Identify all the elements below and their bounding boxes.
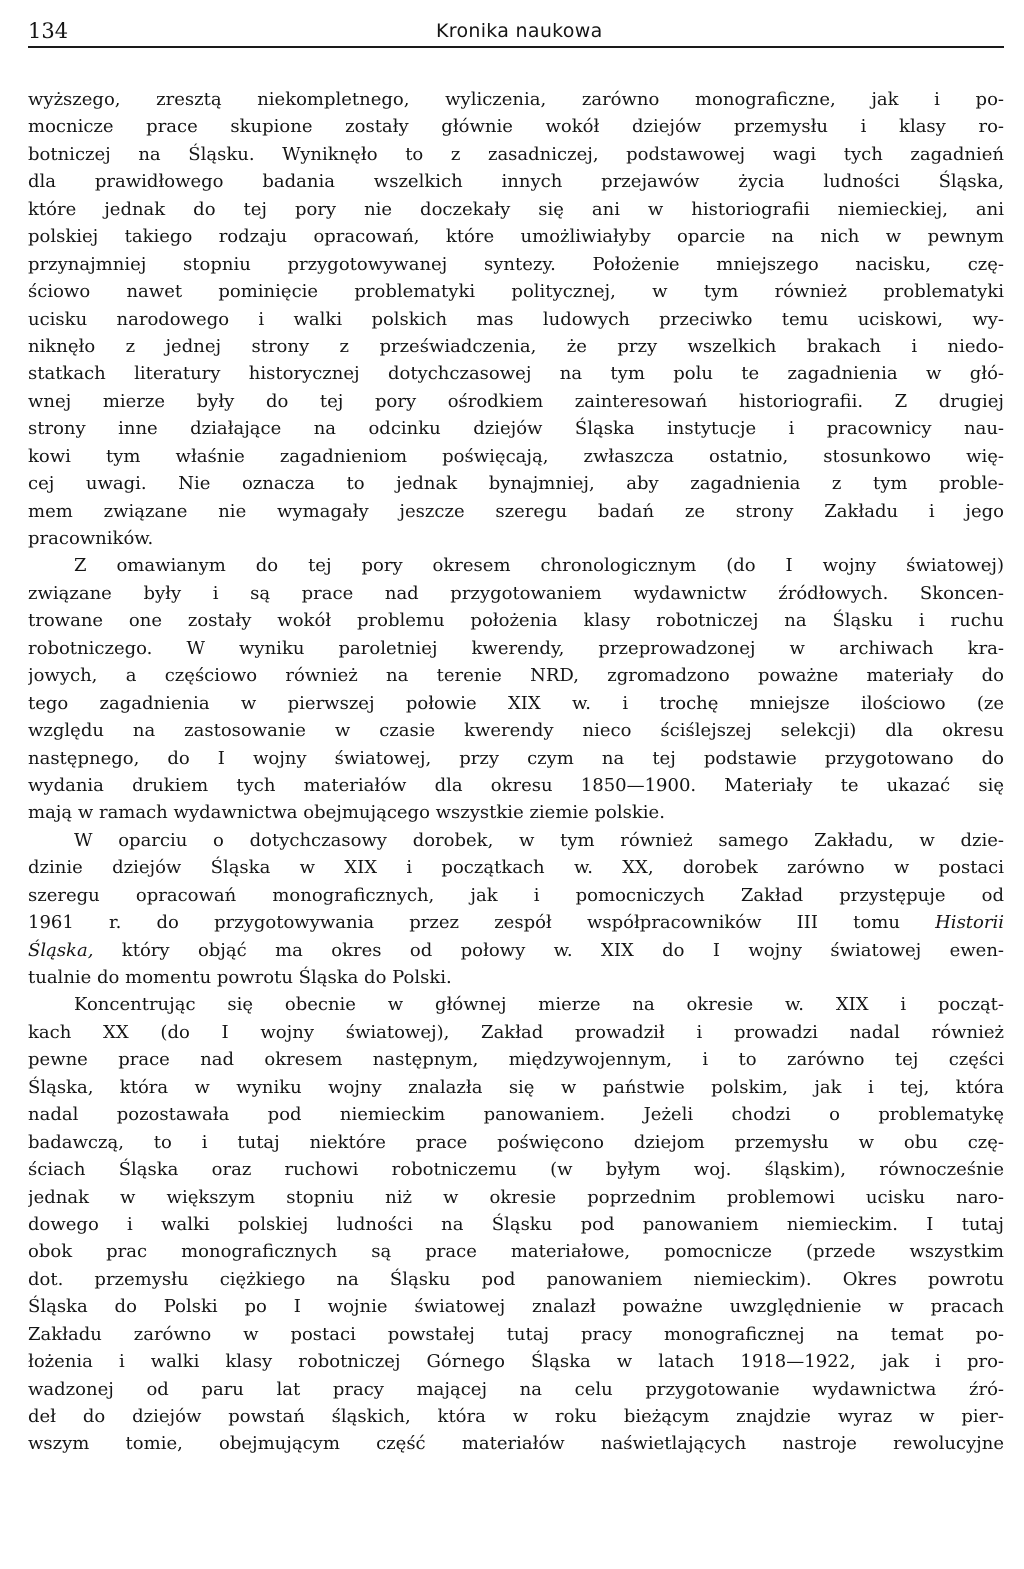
text-line: [28, 1293, 1004, 1320]
line-text: następnego, do I wojny światowej, przy czym na tej podstawie przygotowano do: [28, 747, 1004, 769]
line-text: deł do dziejów powstań śląskich, która w roku bieżącym znajdzie wyraz w pier-: [28, 1406, 1004, 1427]
line-text: mocnicze prace skupione zostały głównie wokół dziejów przemysłu i klasy ro-: [28, 116, 1004, 138]
line-text: przynajmniej stopniu przygotowywanej syntezy. Położenie mniejszego nacisku, czę-: [28, 253, 1004, 275]
line-text: dot. przemysłu ciężkiego na Śląsku pod panowaniem niemieckim). Okres powrotu: [28, 1268, 1004, 1290]
text-line: [28, 525, 1004, 552]
line-text: obok prac monograficznych są prace materiałowe, pomocnicze (przede wszystkim: [28, 1241, 1004, 1263]
line-text: tego zagadnienia w pierwszej połowie XIX w. i trochę mniejsze ilościowo (ze: [28, 692, 1004, 714]
line-text: Koncentrując się obecnie w głównej mierze na okresie w. XIX i począt-: [74, 994, 1004, 1016]
line-text: ściach Śląska oraz ruchowi robotniczemu (w byłym woj. śląskim), równocześnie: [28, 1159, 1004, 1181]
line-text: ściowo nawet pominięcie problematyki politycznej, w tym również problematyki: [28, 281, 1004, 303]
line-text: jowych, a częściowo również na terenie NRD, zgromadzono poważne materiały do: [28, 665, 1004, 687]
line-text: które jednak do tej pory nie doczekały się ani w historiografii niemieckiej, ani: [28, 198, 1004, 220]
body-text: [28, 86, 1004, 1458]
line-text: cej uwagi. Nie oznacza to jednak bynajmniej, aby zagadnienia z tym proble-: [28, 473, 1004, 495]
text-line: [28, 607, 1004, 634]
text-line: [28, 1348, 1004, 1375]
line-text: dla prawidłowego badania wszelkich innych przejawów życia ludności Śląska,: [28, 171, 1004, 193]
italic-title-part: Śląska,: [28, 939, 94, 961]
italic-title-part: Historii: [935, 912, 1004, 934]
text-line: [28, 196, 1004, 223]
line-text: dowego i walki polskiej ludności na Śląsku pod panowaniem niemieckim. I tutaj: [28, 1213, 1004, 1235]
text-line: [28, 498, 1004, 525]
text-line: [28, 333, 1004, 360]
text-line: [28, 1101, 1004, 1128]
text-line: [28, 1238, 1004, 1265]
text-line: [28, 827, 1004, 854]
text-line: [28, 415, 1004, 442]
line-text: który objąć ma okres od połowy w. XIX do I wojny światowej ewen-: [93, 939, 1004, 961]
line-text: wyższego, zresztą niekompletnego, wyliczenia, zarówno monograficzne, jak i po-: [28, 89, 1004, 110]
text-line: [28, 443, 1004, 470]
text-line: [28, 223, 1004, 250]
text-line: [28, 388, 1004, 415]
line-text: szeregu opracowań monograficznych, jak i pomocniczych Zakład przystępuje od: [28, 884, 1004, 906]
line-text: kach XX (do I wojny światowej), Zakład prowadził i prowadzi nadal również: [28, 1021, 1004, 1043]
text-line: [28, 168, 1004, 195]
line-text: niknęło z jednej strony z przeświadczenia, że przy wszelkich brakach i niedo-: [28, 335, 1004, 357]
text-line: [28, 552, 1004, 579]
line-text: wszym tomie, obejmującym część materiałów naświetlających nastroje rewolucyjne: [28, 1433, 1004, 1455]
text-line: [28, 1430, 1004, 1457]
line-text: trowane one zostały wokół problemu położenia klasy robotniczej na Śląsku i ruchu: [28, 610, 1004, 632]
text-line: [28, 854, 1004, 881]
line-text: botniczej na Śląsku. Wyniknęło to z zasadniczej, podstawowej wagi tych zagadnień: [28, 143, 1004, 165]
text-line: [28, 690, 1004, 717]
line-text: łożenia i walki klasy robotniczej Górnego Śląska w latach 1918—1922, jak i pro-: [28, 1351, 1004, 1373]
text-line: [28, 1156, 1004, 1183]
text-line: [28, 580, 1004, 607]
page-number: 134: [28, 19, 69, 43]
line-text: pracowników.: [28, 528, 154, 549]
text-line: [28, 141, 1004, 168]
text-line: [28, 1403, 1004, 1430]
text-line: [28, 937, 1004, 964]
line-text: względu na zastosowanie w czasie kwerendy nieco ściślejszej selekcji) dla okresu: [28, 720, 1004, 742]
text-line: [28, 1019, 1004, 1046]
line-text: nadal pozostawała pod niemieckim panowaniem. Jeżeli chodzi o problematykę: [28, 1104, 1004, 1126]
text-line: [28, 1266, 1004, 1293]
text-line: [28, 882, 1004, 909]
text-line: [28, 1321, 1004, 1348]
text-line: [28, 1376, 1004, 1403]
line-text: kowi tym właśnie zagadnieniom poświęcają, zwłaszcza ostatnio, stosunkowo wię-: [28, 445, 1004, 467]
text-line: [28, 772, 1004, 799]
text-line: [28, 278, 1004, 305]
line-text: Zakładu zarówno w postaci powstałej tutaj pracy monograficznej na temat po-: [28, 1323, 1004, 1345]
text-line: [28, 909, 1004, 936]
line-text: dzinie dziejów Śląska w XIX i początkach w. XX, dorobek zarówno w postaci: [28, 857, 1004, 879]
line-text: Śląska, która w wyniku wojny znalazła się w państwie polskim, jak i tej, która: [28, 1076, 1004, 1098]
running-title: Kronika naukowa: [436, 20, 603, 42]
line-text: pewne prace nad okresem następnym, międzywojennym, i to zarówno tej części: [28, 1049, 1004, 1071]
text-line: [28, 360, 1004, 387]
line-text: robotniczego. W wyniku paroletniej kwerendy, przeprowadzonej w archiwach kra-: [28, 637, 1004, 659]
text-line: [28, 991, 1004, 1018]
line-text: wydania drukiem tych materiałów dla okresu 1850—1900. Materiały te ukazać się: [28, 774, 1004, 796]
text-line: [28, 1046, 1004, 1073]
text-line: [28, 745, 1004, 772]
text-line: [28, 1184, 1004, 1211]
line-text: wadzonej od paru lat pracy mającej na celu przygotowanie wydawnictwa źró-: [28, 1378, 1004, 1400]
line-text: badawczą, to i tutaj niektóre prace poświęcono dziejom przemysłu w obu czę-: [28, 1131, 1004, 1153]
text-line: [28, 306, 1004, 333]
line-text: tualnie do momentu powrotu Śląska do Polski.: [28, 967, 452, 988]
line-text: Z omawianym do tej pory okresem chronologicznym (do I wojny światowej): [74, 555, 1004, 577]
line-text: mają w ramach wydawnictwa obejmującego wszystkie ziemie polskie.: [28, 802, 665, 824]
line-text: W oparciu o dotychczasowy dorobek, w tym również samego Zakładu, w dzie-: [74, 829, 1004, 851]
text-line: [28, 1211, 1004, 1238]
line-text: 1961 r. do przygotowywania przez zespół współpracowników III tomu: [28, 912, 936, 934]
text-line: [28, 635, 1004, 662]
line-text: wnej mierze były do tej pory ośrodkiem zainteresowań historiografii. Z drugiej: [28, 390, 1004, 412]
line-text: polskiej takiego rodzaju opracowań, które umożliwiałyby oparcie na nich w pewnym: [28, 226, 1004, 248]
text-line: [28, 86, 1004, 113]
text-line: [28, 251, 1004, 278]
line-text: związane były i są prace nad przygotowaniem wydawnictw źródłowych. Skoncen-: [28, 582, 1004, 604]
page-header: [28, 16, 1004, 48]
line-text: mem związane nie wymagały jeszcze szeregu badań ze strony Zakładu i jego: [28, 500, 1004, 522]
text-line: [28, 470, 1004, 497]
text-line: [28, 1074, 1004, 1101]
text-line: [28, 1129, 1004, 1156]
text-line: [28, 964, 1004, 991]
text-line: [28, 113, 1004, 140]
line-text: strony inne działające na odcinku dziejów Śląska instytucje i pracownicy nau-: [28, 418, 1004, 440]
line-text: Śląska do Polski po I wojnie światowej znalazł poważne uwzględnienie w pracach: [28, 1296, 1004, 1318]
text-line: [28, 799, 1004, 826]
line-text: jednak w większym stopniu niż w okresie poprzednim problemowi ucisku naro-: [28, 1186, 1004, 1208]
text-line: [28, 717, 1004, 744]
line-text: statkach literatury historycznej dotychczasowej na tym polu te zagadnienia w głó-: [28, 363, 1004, 385]
text-line: [28, 662, 1004, 689]
line-text: ucisku narodowego i walki polskich mas ludowych przeciwko temu uciskowi, wy-: [28, 308, 1004, 330]
